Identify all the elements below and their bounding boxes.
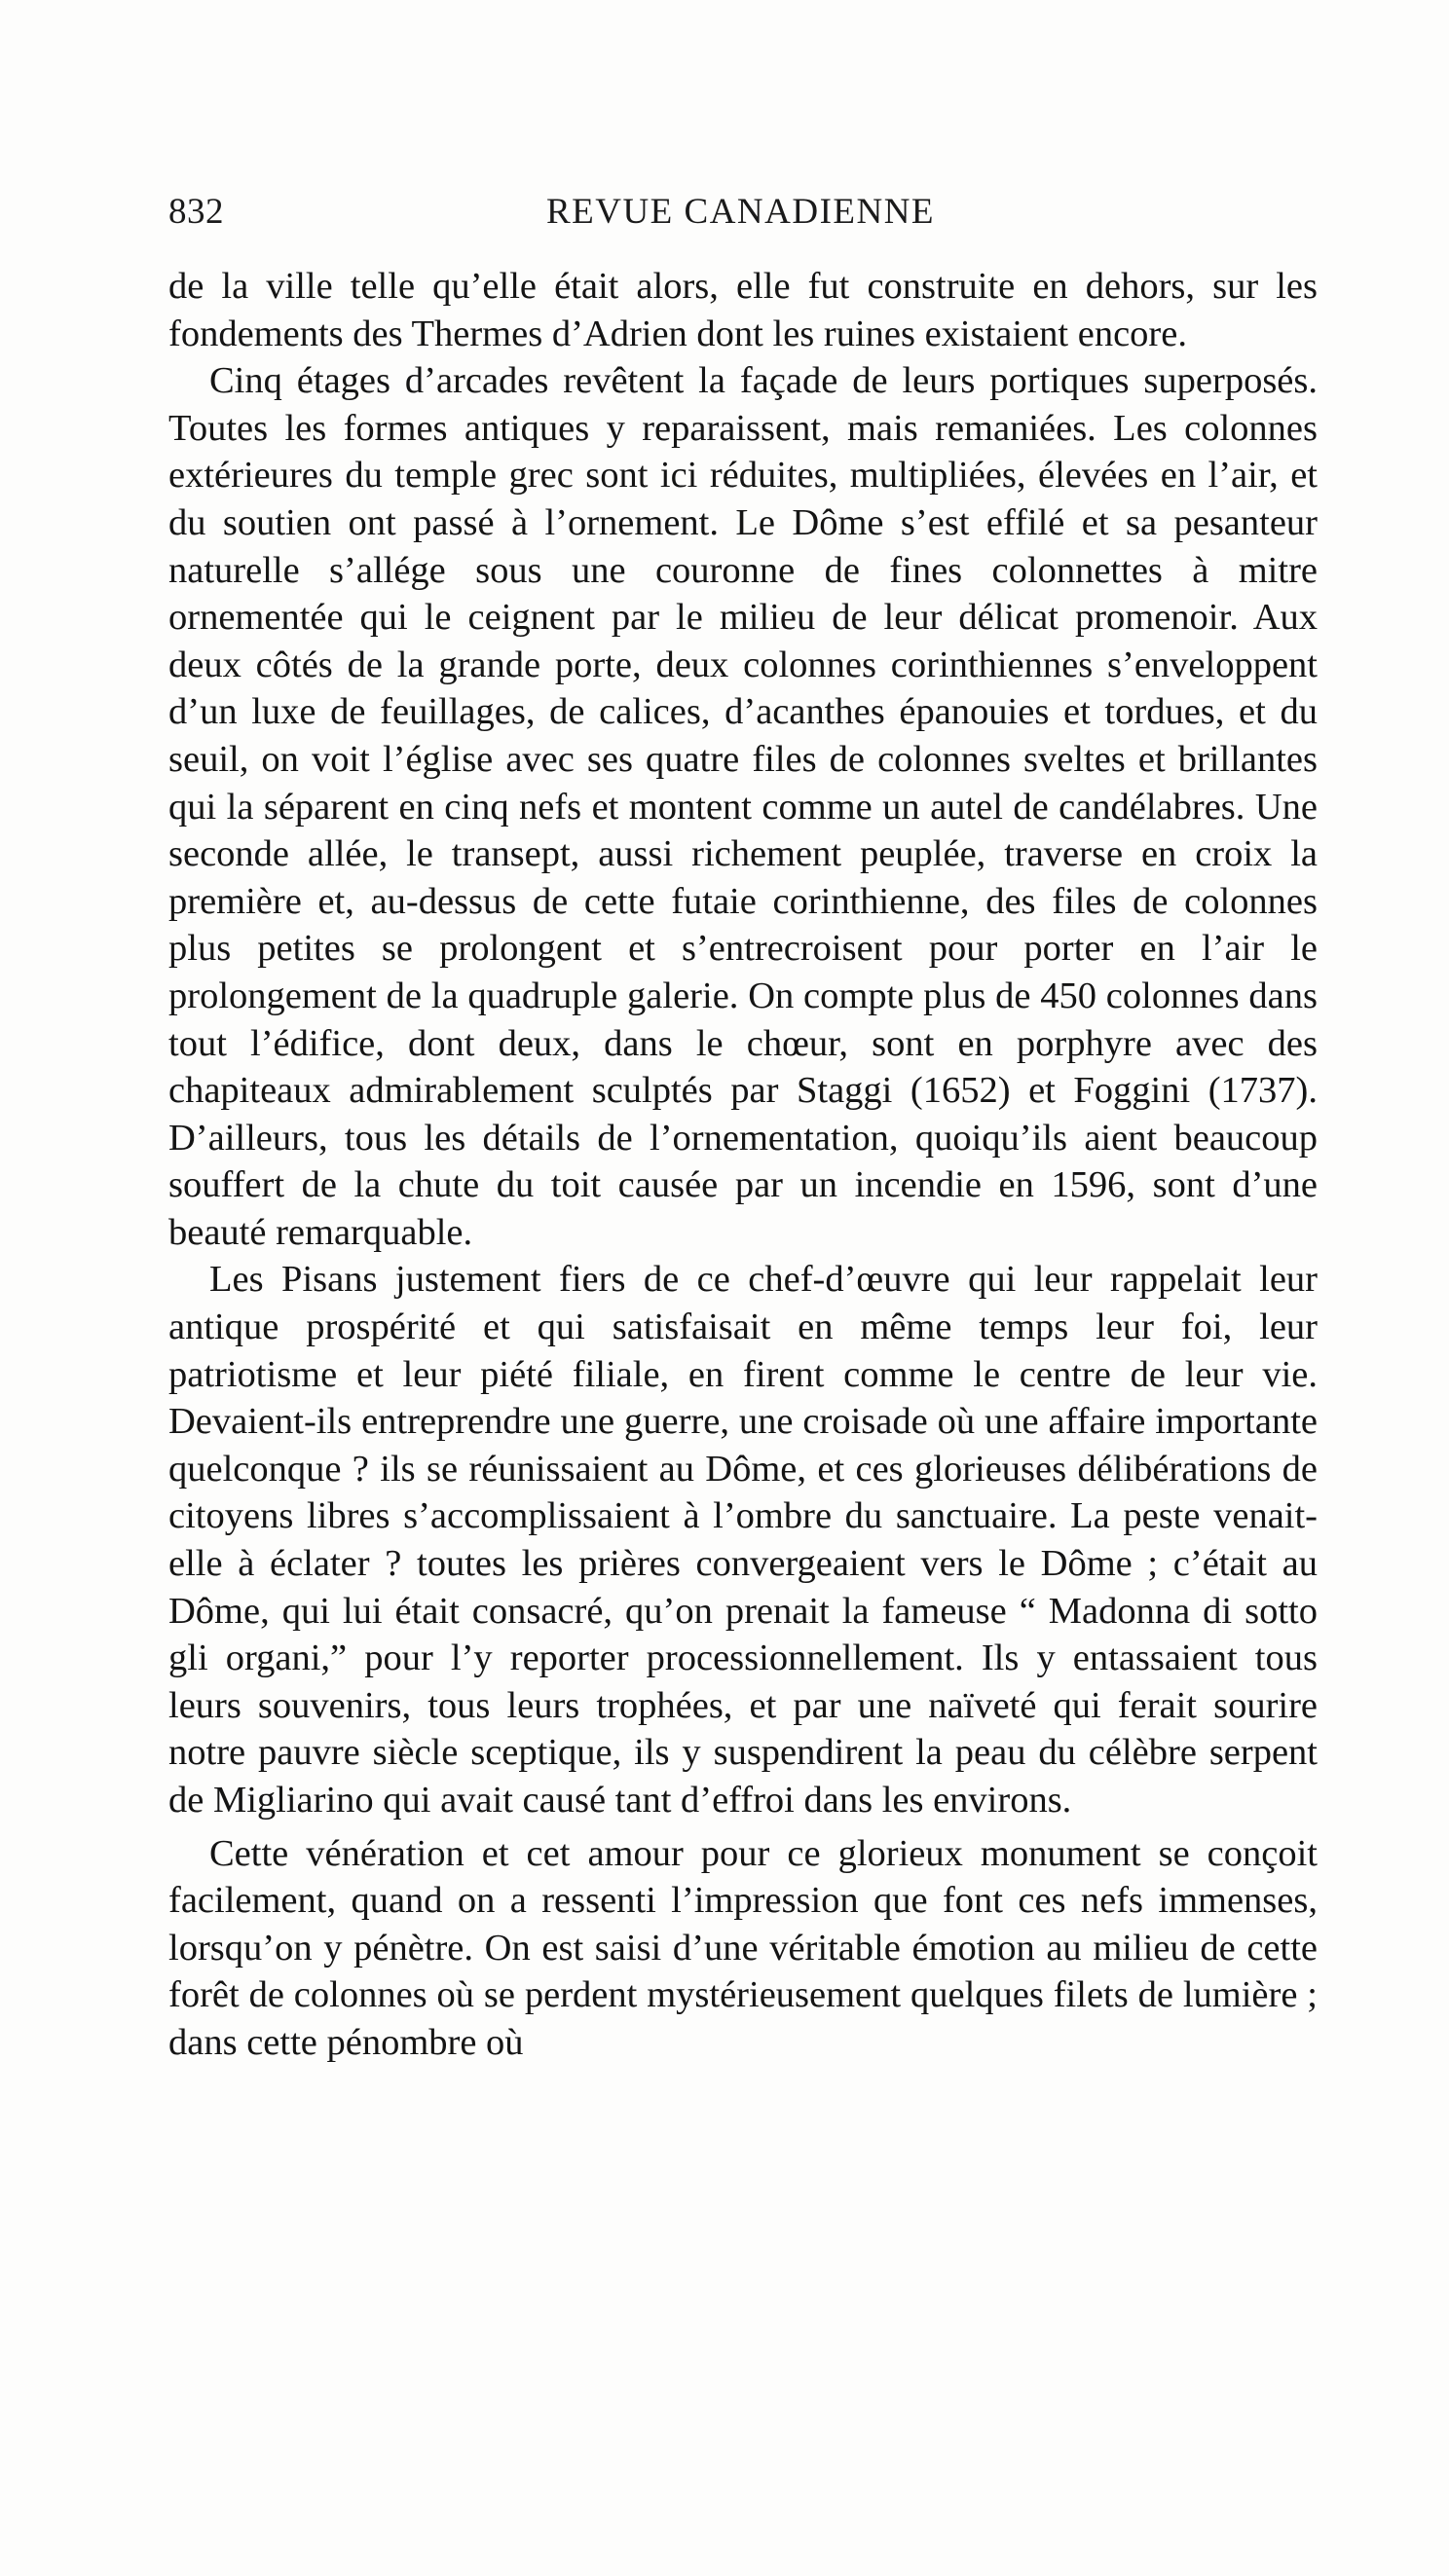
journal-title: REVUE CANADIENNE xyxy=(545,192,936,232)
running-head xyxy=(168,191,1313,241)
paragraph-pisans: Les Pisans justement fiers de ce chef-d’œuvre qui leur rappelait leur antique prospérité et qui satisfaisait en même temps leur foi, leur patriotisme et leur piété filiale, en firent comme le centre de leur vie. Devaient-ils entreprendre une guerre, une croisade où une affaire importante quelconque ? ils se réunissaient au Dôme, et ces glorieuses délibérations de citoyens libres s’accomplissaient à l’ombre du sanctuaire. La peste venait-elle à éclater ? toutes les prières convergeaient vers le Dôme ; c’était au Dôme, qui lui était consacré, qu’on prenait la fameuse “ Madonna di sotto gli organi,” pour l’y reporter processionnellement. Ils y entassaient tous leurs souvenirs, tous leurs trophées, et par une naïveté qui ferait sourire notre pauvre siècle sceptique, ils y suspendirent la peau du célèbre serpent de Migliarino qui avait causé tant d’effroi dans les environs. xyxy=(168,1259,1318,1821)
page-number: 832 xyxy=(168,192,224,232)
body-text xyxy=(168,263,1318,2067)
paragraph-facade-description: Cinq étages d’arcades revêtent la façade de leurs portiques superposés. Toutes les formes antiques y reparaissent, mais remaniées. Les colonnes extérieures du temple grec sont ici réduites, multipliées, élevées en l’air, et du soutien ont passé à l’ornement. Le Dôme s’est effilé et sa pesanteur naturelle s’allége sous une couronne de fines colonnettes à mitre ornementée qui le ceignent par le milieu de leur délicat promenoir. Aux deux côtés de la grande porte, deux colonnes corinthiennes s’enveloppent d’un luxe de feuillages, de calices, d’acanthes épanouies et tordues, et du seuil, on voit l’église avec ses quatre files de colonnes sveltes et brillantes qui la séparent en cinq nefs et montent comme un autel de candélabres. Une seconde allée, le transept, aussi richement peuplée, traverse en croix la première et, au-dessus de cette futaie corinthienne, des files de colonnes plus petites se prolongent et s’entrecroisent pour porter en l’air le prolongement de la quadruple galerie. On compte plus de 450 colonnes dans tout l’édifice, dont deux, dans le chœur, sont en porphyre avec des chapiteaux admirablement sculptés par Staggi (1652) et Foggini (1737). D’ailleurs, tous les détails de l’ornementation, quoiqu’ils aient beaucoup souffert de la chute du toit causée par un incendie en 1596, sont d’une beauté remarquable. xyxy=(168,360,1318,1253)
paragraph-veneration: Cette vénération et cet amour pour ce glorieux monument se conçoit facilement, quand on a ressenti l’impression que font ces nefs immenses, lorsqu’on y pénètre. On est saisi d’une véritable émotion au milieu de cette forêt de colonnes où se perdent mystérieusement quelques filets de lumière ; dans cette pénombre où xyxy=(168,1832,1318,2063)
paragraph-continuation: de la ville telle qu’elle était alors, elle fut construite en dehors, sur les fondements des Thermes d’Adrien dont les ruines existaient encore. xyxy=(168,266,1318,354)
